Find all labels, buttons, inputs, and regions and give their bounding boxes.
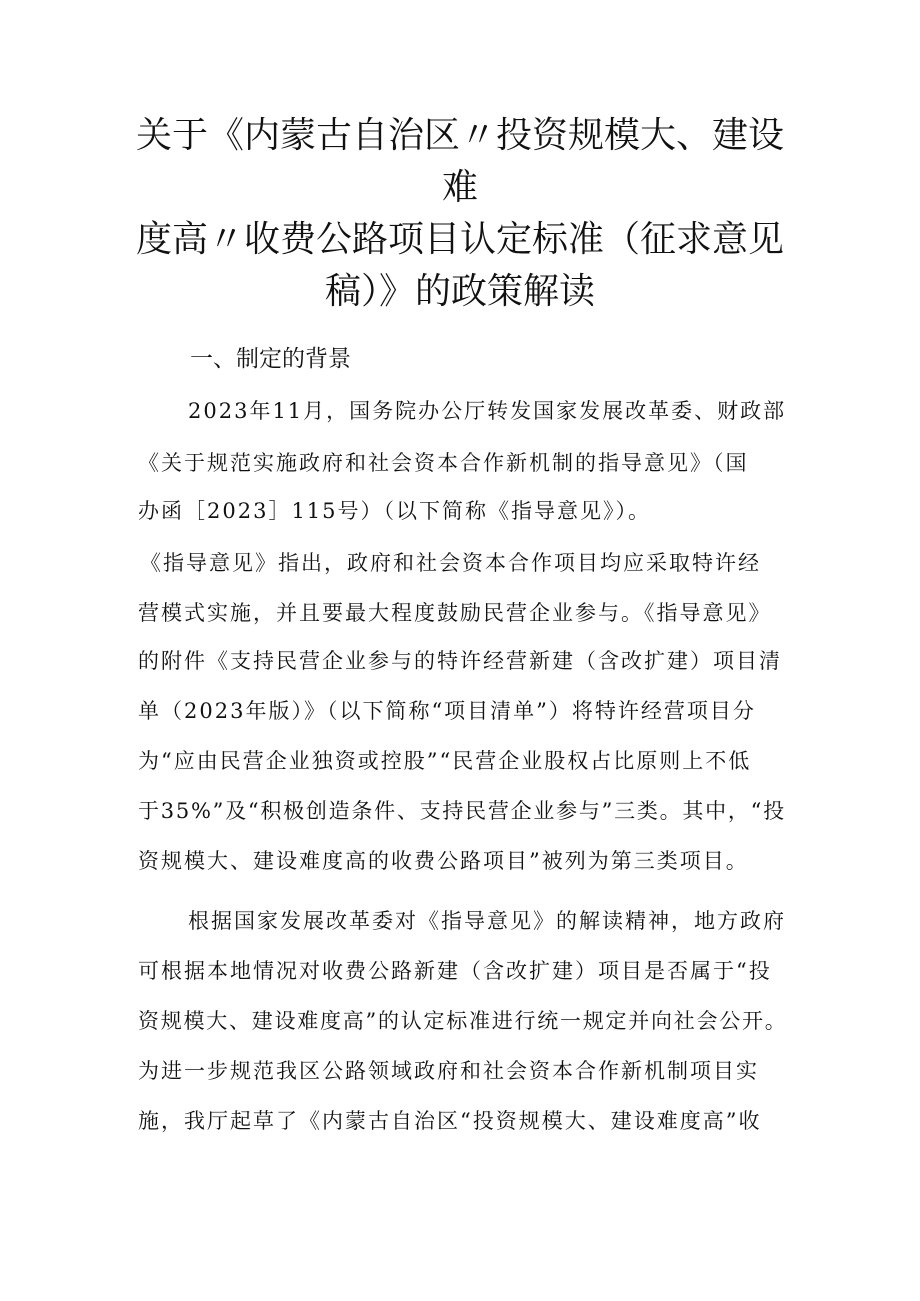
body-line: 2023年11月，国务院办公厅转发国家发展改革委、财政部	[188, 399, 787, 423]
section-heading: 一、制定的背景	[190, 346, 351, 372]
body-line: 营模式实施，并且要最大程度鼓励民营企业参与。《指导意见》	[138, 601, 772, 625]
body-line: 的附件《支持民营企业参与的特许经营新建（含改扩建）项目清	[138, 649, 782, 673]
body-line: 《指导意见》指出，政府和社会资本合作项目均应采取特许经	[140, 551, 761, 575]
body-line: 资规模大、建设难度高的收费公路项目”被列为第三类项目。	[138, 849, 749, 873]
body-line: 资规模大、建设难度高”的认定标准进行统一规定并向社会公开。	[138, 1009, 788, 1033]
body-line: 《关于规范实施政府和社会资本合作新机制的指导意见》（国	[138, 451, 749, 475]
body-line: 为“应由民营企业独资或控股”“民营企业股权占比原则上不低	[138, 749, 752, 773]
body-line: 办函［2023］115号）（以下简称《指导意见》）。	[138, 499, 652, 523]
body-line: 于35%”及“积极创造条件、支持民营企业参与”三类。其中，“投	[138, 799, 786, 823]
title-line-1: 关于《内蒙古自治区〃投资规模大、建设难	[135, 115, 784, 208]
title-line-2: 度高〃收费公路项目认定标准（征求意见	[135, 219, 784, 260]
body-line: 施，我厅起草了《内蒙古自治区“投资规模大、建设难度高”收	[138, 1109, 762, 1133]
body-line: 为进一步规范我区公路领域政府和社会资本合作新机制项目实	[138, 1059, 759, 1083]
title-line-3: 稿）》的政策解读	[324, 271, 595, 312]
body-line: 根据国家发展改革委对《指导意见》的解读精神，地方政府	[188, 909, 786, 933]
document-title	[130, 110, 790, 318]
body-line: 单（2023年版）》（以下简称“项目清单”）将特许经营项目分	[138, 699, 756, 723]
body-line: 可根据本地情况对收费公路新建（含改扩建）项目是否属于“投	[138, 959, 772, 983]
